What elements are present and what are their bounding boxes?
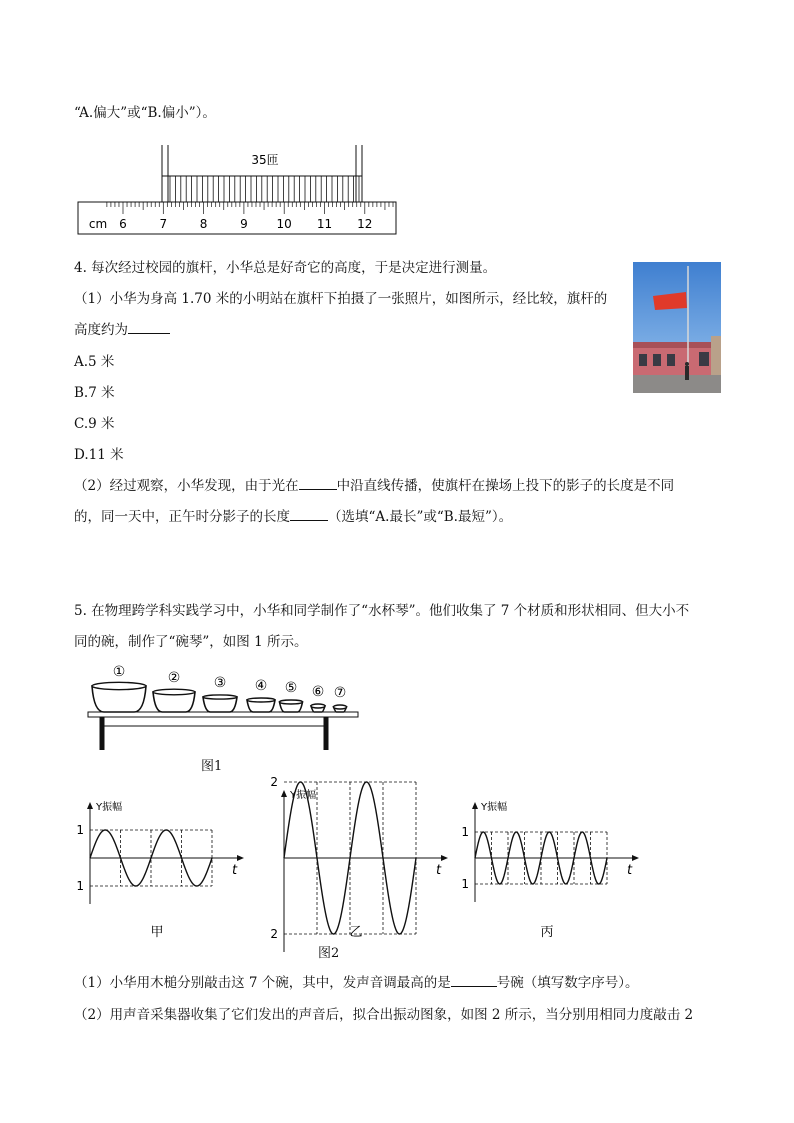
ruler-number: 9	[240, 217, 248, 231]
q4-part2-line2	[74, 508, 512, 526]
figure2-caption: 图2	[318, 946, 340, 961]
coil-ruler-figure	[70, 140, 410, 240]
q5-line2: 同的碗，制作了“碗琴”，如图 1 所示。	[74, 634, 308, 650]
ruler-number: 10	[276, 217, 292, 231]
answer-blank	[128, 321, 170, 334]
q4-option-c: C.9 米	[74, 416, 115, 432]
q4-option-d: D.11 米	[74, 447, 124, 463]
q4-part2-c: 的，同一天中，正午时分影子的长度	[74, 509, 290, 525]
t-axis-label: t	[627, 863, 633, 878]
answer-blank	[451, 974, 497, 987]
graph-name: 乙	[349, 925, 363, 940]
ruler-number: 7	[159, 217, 168, 231]
ruler-number: 12	[357, 217, 373, 231]
waveform-graph-1	[76, 800, 244, 940]
figure1-caption: 图1	[201, 759, 223, 774]
amplitude-top-label: 1	[461, 825, 469, 839]
q4-part2-b: 中沿直线传播，使旗杆在操场上投下的影子的长度是不同	[336, 478, 675, 494]
q5-part1-a: （1）小华用木槌分别敲击这 7 个碗，其中，发声音调最高的是	[74, 975, 451, 991]
answer-blank	[290, 508, 328, 521]
bowl-number-label: ④	[254, 678, 268, 694]
q5-part2: （2）用声音采集器收集了它们发出的声音后，拟合出振动图象，如图 2 所示，当分别用相同力度敲击 2	[74, 1007, 694, 1023]
flagpole-photo	[633, 262, 721, 393]
bowl-6	[311, 684, 325, 712]
q4-option-a: A.5 米	[74, 354, 115, 370]
q4-part1-line2	[74, 321, 170, 339]
bowl-4	[247, 678, 275, 712]
q4-part1-line1: （1）小华为身高 1.70 米的小明站在旗杆下拍摄了一张照片，如图所示，经比较，旗杆的	[74, 291, 608, 307]
amplitude-bottom-label: 1	[76, 879, 84, 893]
q4-option-b: B.7 米	[74, 385, 115, 401]
ruler-number: 6	[119, 217, 127, 231]
bowl-3	[203, 675, 237, 712]
answer-blank	[299, 477, 337, 490]
bowl-2	[153, 670, 195, 712]
ruler-number: 8	[199, 217, 208, 231]
graph-name: 丙	[540, 925, 554, 940]
t-axis-label: t	[232, 863, 238, 878]
q4-part2-d: （选填“A.最长”或“B.最短”）。	[328, 509, 513, 525]
bowl-number-label: ③	[213, 675, 227, 691]
coil-turns-label: 35匝	[251, 153, 279, 167]
bowl-1	[92, 664, 146, 712]
amplitude-bottom-label: 1	[461, 877, 469, 891]
ruler-number: 11	[316, 217, 333, 231]
q5-part1	[74, 974, 639, 992]
q4-part1-line2-text: 高度约为	[74, 322, 128, 338]
waveform-graph-2	[270, 775, 448, 952]
bowl-number-label: ⑦	[333, 685, 347, 701]
waveform-graph-3	[461, 800, 639, 940]
bowl-5	[280, 680, 303, 712]
bowl-7	[334, 685, 347, 712]
amplitude-top-label: 1	[76, 823, 84, 837]
bowl-table-figure	[86, 658, 366, 754]
ruler-unit: cm	[88, 217, 108, 231]
amplitude-bottom-label: 2	[270, 927, 278, 941]
bowl-number-label: ⑥	[311, 684, 325, 700]
q4-part2-line1	[74, 477, 674, 495]
waveform-figure	[62, 775, 652, 946]
bowl-number-label: ②	[167, 670, 181, 686]
y-axis-label: Y振幅	[481, 802, 508, 813]
bowl-number-label: ⑤	[284, 680, 298, 696]
q3-tail-text: “A.偏大”或“B.偏小”）。	[74, 105, 216, 121]
q4-part2-a: （2）经过观察，小华发现，由于光在	[74, 478, 299, 494]
bowl-number-label: ①	[112, 664, 126, 680]
q5-part1-b: 号碗（填写数字序号）。	[496, 975, 639, 991]
t-axis-label: t	[436, 863, 442, 878]
q4-stem: 4. 每次经过校园的旗杆，小华总是好奇它的高度，于是决定进行测量。	[74, 260, 497, 276]
amplitude-top-label: 2	[270, 775, 278, 789]
graph-name: 甲	[150, 925, 164, 940]
y-axis-label: Y振幅	[290, 790, 317, 801]
q5-line1: 5. 在物理跨学科实践学习中，小华和同学制作了“水杯琴”。他们收集了 7 个材质和形状相同、但大小不	[74, 603, 690, 619]
y-axis-label: Y振幅	[96, 802, 123, 813]
